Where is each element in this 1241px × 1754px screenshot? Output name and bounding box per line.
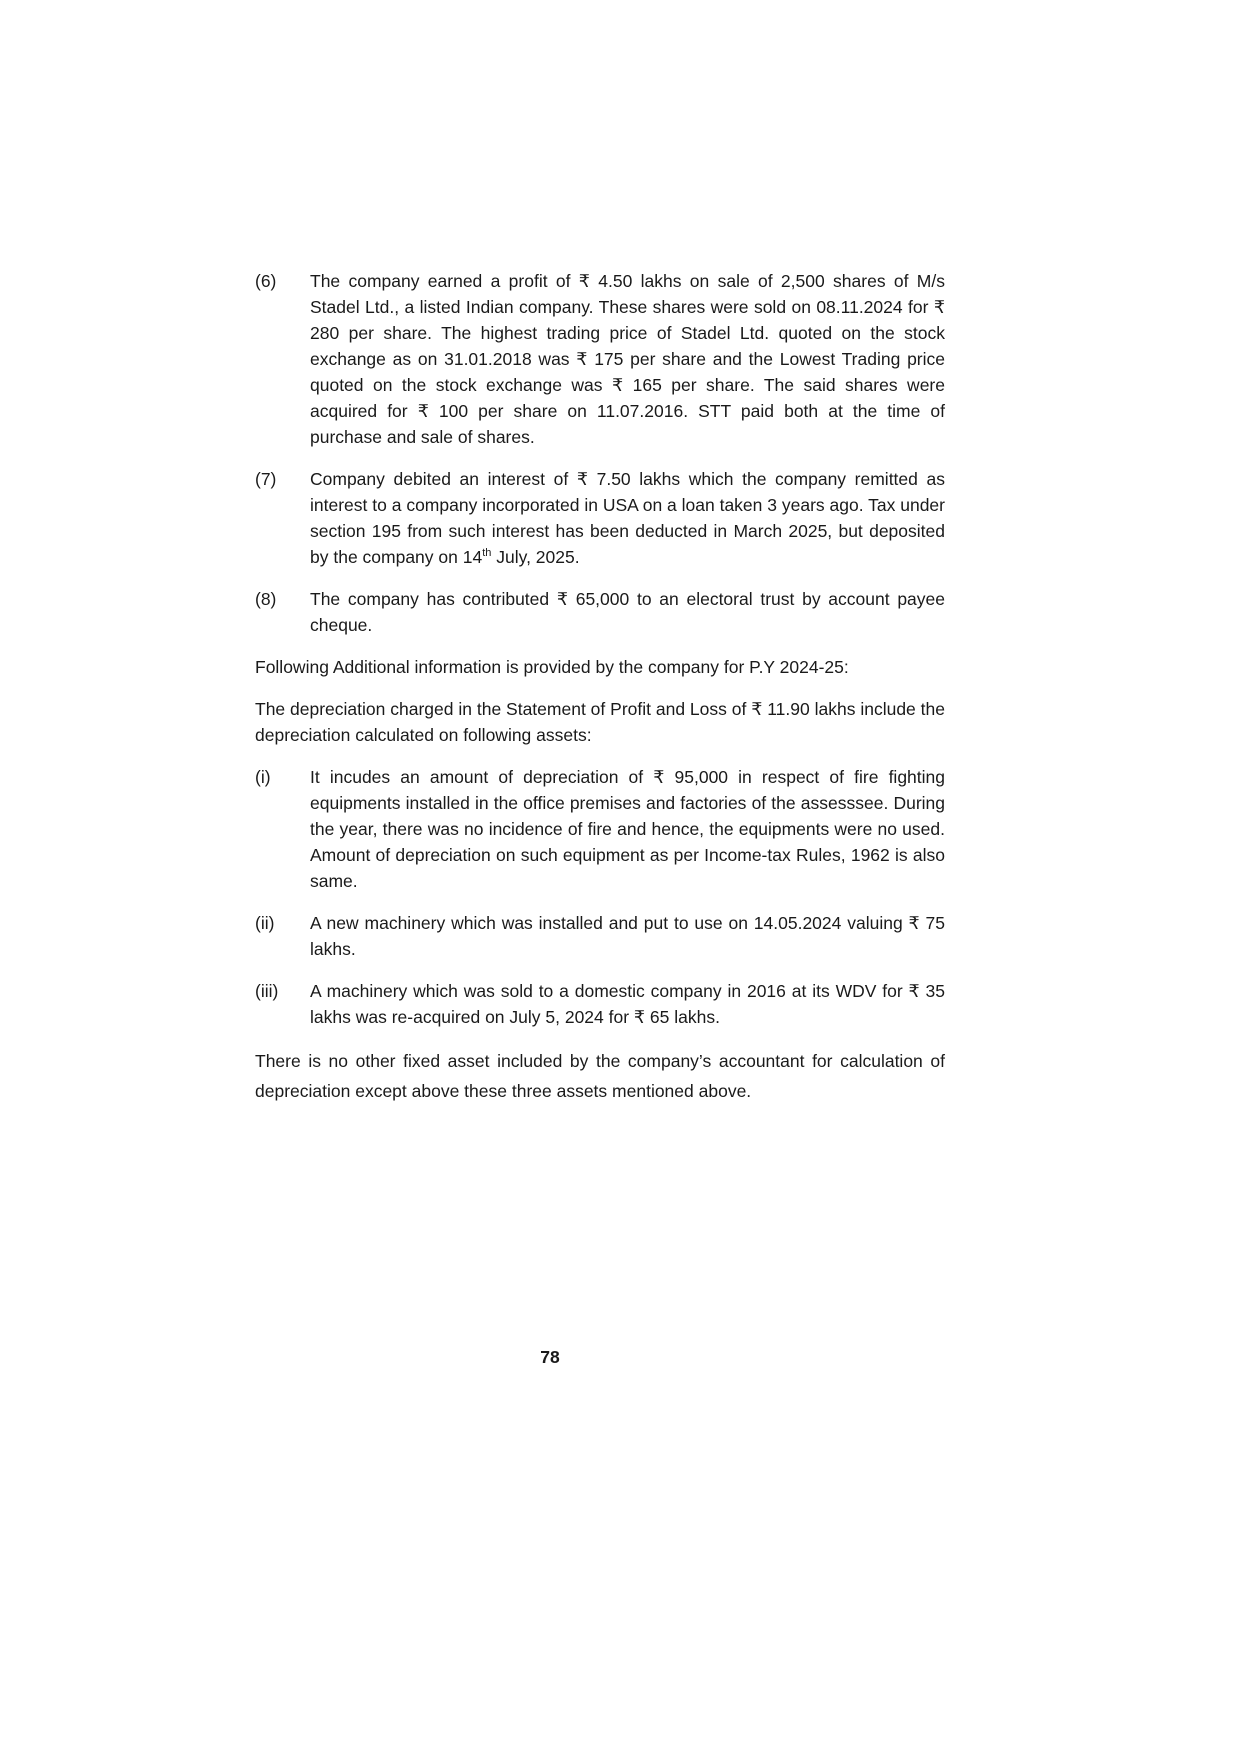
- list-item-i: [255, 764, 945, 894]
- item-7-text-main: Company debited an interest of ₹ 7.50 lakhs which the company remitted as interest to a company incorporated in USA on a loan taken 3 years ago. Tax under section 195 from such interest has been deducted in March 2025, but deposited by the company on 14: [310, 469, 945, 567]
- paragraph-depreciation-intro: The depreciation charged in the Statement of Profit and Loss of ₹ 11.90 lakhs include the depreciation calculated on following assets:: [255, 699, 945, 745]
- page-content: [255, 268, 945, 1122]
- item-i-text: It incudes an amount of depreciation of ₹ 95,000 in respect of fire fighting equipments installed in the office premises and factories of the assesssee. During the year, there was no incidence of fire and hence, the equipments were no used. Amount of depreciation on such equipment as per Income-tax Rules, 1962 is also same.: [310, 767, 945, 891]
- item-7-text: [310, 466, 945, 570]
- list-item-iii: [255, 978, 945, 1030]
- item-7-marker: (7): [255, 469, 277, 489]
- paragraph-closing: There is no other fixed asset included by the company’s accountant for calculation of depreciation except above these three assets mentioned above.: [255, 1051, 945, 1101]
- item-iii-marker: (iii): [255, 981, 279, 1001]
- item-6-marker: (6): [255, 271, 277, 291]
- item-8-text: The company has contributed ₹ 65,000 to an electoral trust by account payee cheque.: [310, 589, 945, 635]
- list-item-8: [255, 586, 945, 638]
- item-iii-text: A machinery which was sold to a domestic company in 2016 at its WDV for ₹ 35 lakhs was re-acquired on July 5, 2024 for ₹ 65 lakhs.: [310, 981, 945, 1027]
- list-item-ii: [255, 910, 945, 962]
- item-7-text-tail: July, 2025.: [491, 547, 580, 567]
- item-8-marker: (8): [255, 589, 277, 609]
- list-item-6: [255, 268, 945, 450]
- ordinal-superscript: th: [482, 547, 492, 560]
- item-i-marker: (i): [255, 767, 271, 787]
- item-ii-text: A new machinery which was installed and put to use on 14.05.2024 valuing ₹ 75 lakhs.: [310, 913, 945, 959]
- item-ii-marker: (ii): [255, 913, 275, 933]
- item-6-text: The company earned a profit of ₹ 4.50 lakhs on sale of 2,500 shares of M/s Stadel Ltd., a listed Indian company. These shares were sold on 08.11.2024 for ₹ 280 per share. The highest trading price of Stadel Ltd. quoted on the stock exchange as on 31.01.2018 was ₹ 175 per share and the Lowest Trading price quoted on the stock exchange was ₹ 165 per share. The said shares were acquired for ₹ 100 per share on 11.07.2016. STT paid both at the time of purchase and sale of shares.: [310, 271, 945, 447]
- list-item-7: [255, 466, 945, 570]
- page-number: 78: [540, 1347, 560, 1367]
- paragraph-additional-info: Following Additional information is provided by the company for P.Y 2024-25:: [255, 657, 849, 677]
